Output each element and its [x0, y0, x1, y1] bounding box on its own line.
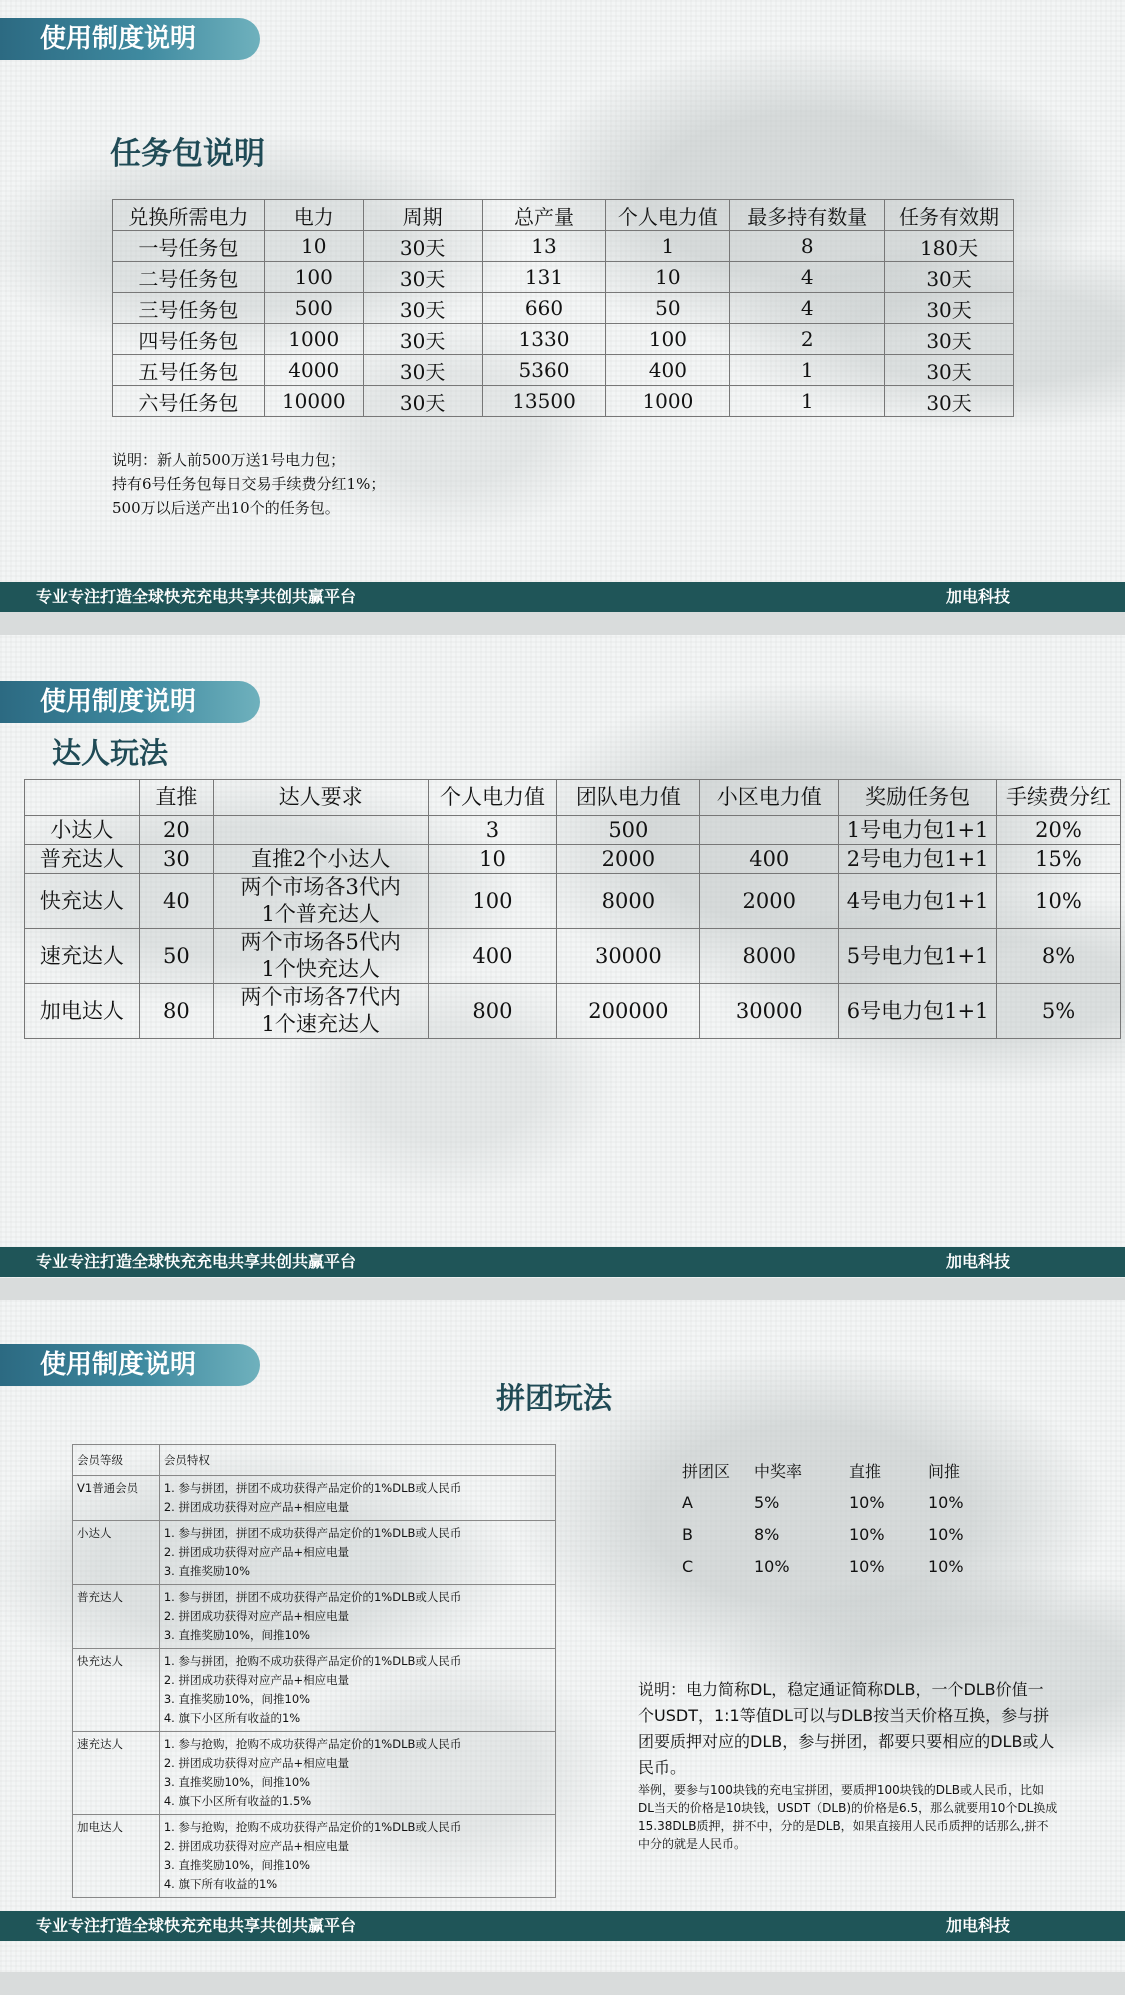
task-package-notes: [112, 448, 385, 520]
header-cell: 周期: [363, 200, 482, 231]
table-cell: 15%: [997, 845, 1121, 874]
table-cell: 30天: [885, 324, 1014, 355]
table-cell: 660: [482, 293, 606, 324]
table-cell: 速充达人: [25, 929, 140, 984]
privilege-item: 2. 拼团成功获得对应产品+相应电量: [163, 1500, 350, 1514]
table-cell: 直推2个小达人: [213, 845, 428, 874]
table-cell: 30天: [885, 262, 1014, 293]
footer-bar: [0, 582, 1125, 612]
header-cell: 达人要求: [213, 780, 428, 816]
footer-bar: [0, 1247, 1125, 1277]
table-cell: [700, 816, 839, 845]
table-cell: 100: [264, 262, 363, 293]
table-cell: 30天: [885, 355, 1014, 386]
header-cell: 最多持有数量: [730, 200, 885, 231]
table-cell: 50: [139, 929, 213, 984]
header-cell: 手续费分红: [997, 780, 1121, 816]
table-cell: 8: [730, 231, 885, 262]
privilege-item: 3. 直推奖励10%，间推10%: [163, 1692, 311, 1706]
member-privileges: [159, 1732, 555, 1815]
table-cell: 1000: [606, 386, 730, 417]
member-privileges: [159, 1521, 555, 1585]
member-privileges: [159, 1815, 555, 1898]
privilege-item: 2. 拼团成功获得对应产品+相应电量: [163, 1673, 350, 1687]
slide-task-package: [0, 0, 1125, 612]
table-cell: 30000: [557, 929, 700, 984]
table-cell: 8%: [754, 1524, 780, 1544]
table-cell: 1000: [264, 324, 363, 355]
table-cell: 800: [428, 984, 557, 1039]
table-cell: 40: [139, 874, 213, 929]
table-row: [25, 845, 1121, 874]
note-example: 举例，要参与100块钱的充电宝拼团，要质押100块钱的DLB或人民币，比如DL当天的价格是10块钱，USDT（DLB)的价格是6.5，那么就要用10个DL换成15.38DLB质押，拼不中，分的是DLB，如果直接用人民币质押的话那么,拼不中分的就是人民币。: [638, 1783, 1058, 1851]
member-privileges: [159, 1649, 555, 1732]
footer-slogan: 专业专注打造全球快充充电共享共创共赢平台: [36, 1916, 357, 1935]
header-cell: 拼团区: [682, 1461, 731, 1481]
table-cell: 1330: [482, 324, 606, 355]
table-row: [73, 1732, 556, 1815]
table-cell: 10%: [928, 1556, 964, 1576]
table-cell: 小达人: [25, 816, 140, 845]
table-cell: 1号电力包1+1: [839, 816, 997, 845]
table-cell: 4: [730, 293, 885, 324]
table-row: [25, 984, 1121, 1039]
table-cell: 500: [264, 293, 363, 324]
member-level: V1普通会员: [73, 1476, 160, 1521]
table-cell: 30天: [363, 231, 482, 262]
table-cell: 一号任务包: [113, 231, 265, 262]
slide-group-buy: [0, 1300, 1125, 1972]
table-header-row: [113, 200, 1014, 231]
table-cell: 五号任务包: [113, 355, 265, 386]
table-header-row: [73, 1445, 556, 1476]
table-cell: 30000: [700, 984, 839, 1039]
table-cell: [213, 929, 428, 984]
privilege-item: 2. 拼团成功获得对应产品+相应电量: [163, 1839, 350, 1853]
privilege-item: 2. 拼团成功获得对应产品+相应电量: [163, 1609, 350, 1623]
header-cell: 任务有效期: [885, 200, 1014, 231]
expert-table: [24, 779, 1121, 1039]
table-header-row: [682, 1454, 982, 1486]
table-cell: [213, 816, 428, 845]
table-row: [113, 293, 1014, 324]
privilege-item: 4. 旗下小区所有收益的1%: [163, 1711, 301, 1725]
table-cell: 5号电力包1+1: [839, 929, 997, 984]
member-level: 小达人: [73, 1521, 160, 1585]
member-privileges: [159, 1476, 555, 1521]
page-title: 拼团玩法: [496, 1381, 613, 1415]
privilege-item: 1. 参与抢购，抢购不成功获得产品定价的1%DLB或人民币: [163, 1737, 462, 1751]
requirement-line: 两个市场各7代内: [240, 985, 401, 1009]
privilege-item: 2. 拼团成功获得对应产品+相应电量: [163, 1756, 350, 1770]
table-cell: 1: [730, 355, 885, 386]
header-cell: 总产量: [482, 200, 606, 231]
footer-slogan: 专业专注打造全球快充充电共享共创共赢平台: [36, 1252, 357, 1271]
table-cell: 30天: [885, 293, 1014, 324]
table-row: [113, 386, 1014, 417]
footer-bar: [0, 1911, 1125, 1941]
table-cell: 4000: [264, 355, 363, 386]
footer-slogan: 专业专注打造全球快充充电共享共创共赢平台: [36, 587, 357, 606]
section-pill: 使用制度说明: [0, 1344, 260, 1386]
table-cell: [213, 984, 428, 1039]
page-title: 达人玩法: [52, 736, 169, 770]
member-privilege-table: [72, 1444, 556, 1898]
table-cell: 8000: [700, 929, 839, 984]
privilege-item: 3. 直推奖励10%，间推10%: [163, 1628, 311, 1642]
requirement-line: 1个普充达人: [261, 902, 380, 926]
section-pill: 使用制度说明: [0, 18, 260, 60]
slide-expert-play: [0, 635, 1125, 1278]
table-cell: 1: [606, 231, 730, 262]
table-row: [682, 1550, 982, 1582]
table-cell: 400: [428, 929, 557, 984]
table-cell: 30天: [363, 355, 482, 386]
table-cell: 三号任务包: [113, 293, 265, 324]
table-row: [682, 1486, 982, 1518]
header-cell: 会员等级: [73, 1445, 160, 1476]
header-cell: [25, 780, 140, 816]
header-cell: 兑换所需电力: [113, 200, 265, 231]
table-cell: 5%: [997, 984, 1121, 1039]
table-cell: 5360: [482, 355, 606, 386]
header-cell: 个人电力值: [428, 780, 557, 816]
header-cell: 小区电力值: [700, 780, 839, 816]
header-cell: 奖励任务包: [839, 780, 997, 816]
privilege-item: 3. 直推奖励10%，间推10%: [163, 1858, 311, 1872]
table-cell: 快充达人: [25, 874, 140, 929]
table-cell: 30天: [363, 293, 482, 324]
table-cell: 2000: [700, 874, 839, 929]
table-cell: 8%: [997, 929, 1121, 984]
note-line: 持有6号任务包每日交易手续费分红1%；: [112, 475, 386, 493]
privilege-item: 1. 参与拼团，拼团不成功获得产品定价的1%DLB或人民币: [163, 1481, 462, 1495]
member-level: 普充达人: [73, 1585, 160, 1649]
table-cell: 10: [264, 231, 363, 262]
table-cell: 500: [557, 816, 700, 845]
table-cell: 10: [428, 845, 557, 874]
page-title: 任务包说明: [110, 136, 265, 172]
section-pill: 使用制度说明: [0, 681, 260, 723]
table-cell: 400: [700, 845, 839, 874]
table-cell: B: [682, 1524, 693, 1544]
table-cell: 6号电力包1+1: [839, 984, 997, 1039]
table-cell: 10%: [997, 874, 1121, 929]
table-header-row: [25, 780, 1121, 816]
privilege-item: 1. 参与拼团，拼团不成功获得产品定价的1%DLB或人民币: [163, 1590, 462, 1604]
header-cell: 团队电力值: [557, 780, 700, 816]
table-row: [25, 874, 1121, 929]
table-cell: 2000: [557, 845, 700, 874]
requirement-line: 1个快充达人: [261, 957, 380, 981]
table-cell: 13500: [482, 386, 606, 417]
member-level: 速充达人: [73, 1732, 160, 1815]
table-cell: 20: [139, 816, 213, 845]
table-cell: 100: [606, 324, 730, 355]
table-row: [73, 1815, 556, 1898]
table-cell: 13: [482, 231, 606, 262]
header-cell: 会员特权: [159, 1445, 555, 1476]
member-level: 快充达人: [73, 1649, 160, 1732]
table-cell: 10: [606, 262, 730, 293]
requirement-line: 两个市场各5代内: [240, 930, 401, 954]
member-privileges: [159, 1585, 555, 1649]
requirement-line: 两个市场各3代内: [240, 875, 401, 899]
privilege-item: 1. 参与拼团，抢购不成功获得产品定价的1%DLB或人民币: [163, 1654, 462, 1668]
table-cell: 30: [139, 845, 213, 874]
note-line: 说明：新人前500万送1号电力包；: [112, 451, 346, 469]
group-buy-notes: [638, 1677, 1058, 1853]
table-cell: 加电达人: [25, 984, 140, 1039]
table-cell: 180天: [885, 231, 1014, 262]
table-row: [73, 1521, 556, 1585]
table-cell: 30天: [363, 262, 482, 293]
note-line: 500万以后送产出10个的任务包。: [112, 499, 340, 517]
table-cell: 50: [606, 293, 730, 324]
table-cell: 10%: [928, 1524, 964, 1544]
header-cell: 直推: [849, 1461, 882, 1481]
privilege-item: 2. 拼团成功获得对应产品+相应电量: [163, 1545, 350, 1559]
table-cell: 200000: [557, 984, 700, 1039]
group-zone-table: [682, 1454, 982, 1582]
footer-brand: 加电科技: [946, 1916, 1011, 1935]
table-row: [682, 1518, 982, 1550]
table-cell: 80: [139, 984, 213, 1039]
table-cell: 4号电力包1+1: [839, 874, 997, 929]
table-row: [113, 231, 1014, 262]
table-cell: 10000: [264, 386, 363, 417]
table-cell: 1: [730, 386, 885, 417]
table-row: [113, 355, 1014, 386]
table-row: [73, 1649, 556, 1732]
header-cell: 中奖率: [754, 1461, 803, 1481]
table-cell: 100: [428, 874, 557, 929]
table-cell: 10%: [849, 1492, 885, 1512]
task-package-table: [112, 199, 1014, 417]
table-cell: 400: [606, 355, 730, 386]
table-cell: C: [682, 1556, 694, 1576]
table-cell: 10%: [754, 1556, 790, 1576]
privilege-item: 4. 旗下小区所有收益的1.5%: [163, 1794, 312, 1808]
table-cell: 10%: [928, 1492, 964, 1512]
privilege-item: 3. 直推奖励10%，间推10%: [163, 1775, 311, 1789]
header-cell: 间推: [928, 1461, 961, 1481]
table-cell: 四号任务包: [113, 324, 265, 355]
privilege-item: 4. 旗下所有收益的1%: [163, 1877, 278, 1891]
table-cell: A: [682, 1492, 693, 1512]
table-cell: 2: [730, 324, 885, 355]
table-row: [25, 816, 1121, 845]
table-cell: 3: [428, 816, 557, 845]
requirement-line: 1个速充达人: [261, 1012, 380, 1036]
table-cell: 六号任务包: [113, 386, 265, 417]
table-cell: 10%: [849, 1524, 885, 1544]
table-cell: 30天: [885, 386, 1014, 417]
table-cell: 2号电力包1+1: [839, 845, 997, 874]
table-cell: 20%: [997, 816, 1121, 845]
table-cell: 10%: [849, 1556, 885, 1576]
table-cell: 30天: [363, 324, 482, 355]
table-cell: 5%: [754, 1492, 780, 1512]
table-cell: 8000: [557, 874, 700, 929]
header-cell: 直推: [139, 780, 213, 816]
table-cell: 30天: [363, 386, 482, 417]
table-cell: 4: [730, 262, 885, 293]
table-row: [25, 929, 1121, 984]
note-main: 说明：电力简称DL，稳定通证简称DLB，一个DLB价值一个USDT，1:1等值DL可以与DLB按当天价格互换，参与拼团要质押对应的DLB，参与拼团，都要只要相应的DLB或人民币。: [638, 1680, 1055, 1777]
footer-brand: 加电科技: [946, 587, 1011, 606]
table-cell: 普充达人: [25, 845, 140, 874]
table-cell: 131: [482, 262, 606, 293]
privilege-item: 1. 参与拼团，拼团不成功获得产品定价的1%DLB或人民币: [163, 1526, 462, 1540]
header-cell: 电力: [264, 200, 363, 231]
table-cell: [213, 874, 428, 929]
privilege-item: 1. 参与抢购，抢购不成功获得产品定价的1%DLB或人民币: [163, 1820, 462, 1834]
table-row: [73, 1585, 556, 1649]
footer-brand: 加电科技: [946, 1252, 1011, 1271]
header-cell: 个人电力值: [606, 200, 730, 231]
table-row: [73, 1476, 556, 1521]
table-row: [113, 324, 1014, 355]
table-cell: 二号任务包: [113, 262, 265, 293]
privilege-item: 3. 直推奖励10%: [163, 1564, 251, 1578]
member-level: 加电达人: [73, 1815, 160, 1898]
table-row: [113, 262, 1014, 293]
